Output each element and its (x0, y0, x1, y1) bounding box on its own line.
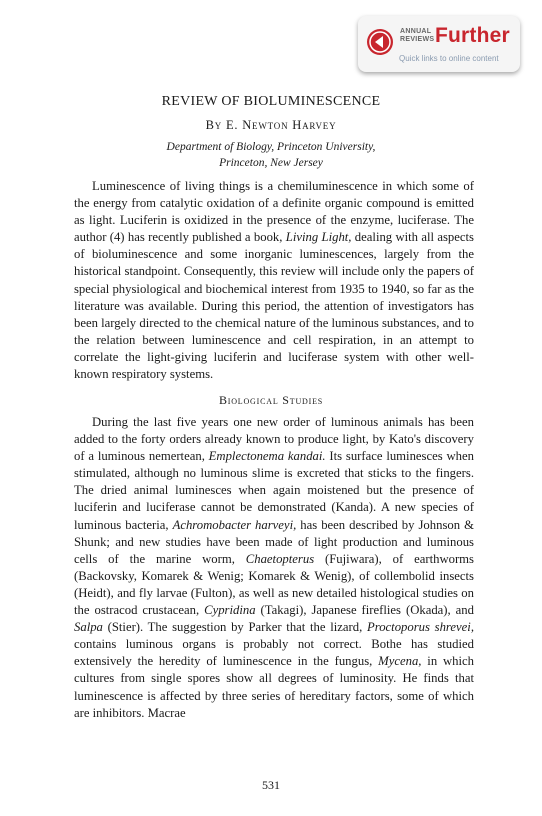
article-title: REVIEW OF BIOLUMINESCENCE (161, 94, 381, 109)
section-heading: Biological Studies (218, 393, 324, 407)
intro-paragraph: Luminescence of living things is a chemiluminescence in which some of the energy from catalytic oxidation of a definite organic compound is emitted as light. Luciferin is oxidized in the presence of the enzyme, luciferase. The author (4) has recently published a book, Living Light, dealing with all aspects of bioluminescence and some inorganic luminescences, largely from the historical standpoint. Consequently, this review will include only the papers of special physiological and biochemical interest from 1935 to 1940, so far as the literature was available. During this period, the attention of investigators has been largely directed to the chemical nature of the luminous substances, and to the relation between luminescence and cell respiration, in an attempt to correlate the light-giving luciferin and luciferase system with other well-known respiratory systems. (74, 179, 474, 382)
author-affiliation: Department of Biology, Princeton University, Princeton, New Jersey (166, 141, 376, 169)
further-links-badge[interactable] (358, 16, 520, 72)
badge-title: Further (435, 24, 510, 47)
publisher-logo: ANNUAL REVIEWS (400, 28, 435, 43)
badge-subtitle: Quick links to online content (399, 54, 499, 63)
biological-studies-paragraph: During the last five years one new order of luminous animals has been added to the forty orders already known to produce light, by Kato's discovery of a luminous nemertean, Emplectonema kandai. Its surface luminesces when stimulated, although no luminous slime is excreted that sticks to the fingers. The dried animal luminesces when again moistened but the presence of luciferin and luciferase cannot be demonstrated (Kanda). A new species of luminous bacteria, Achromobacter harveyi, has been described by Johnson & Shunk; and new studies have been made of light production and luminous cells of the marine worm, Chaetopterus (Fujiwara), of earthworms (Backovsky, Komarek & Wenig; Komarek & Wenig), of collembolid insects (Heidt), and fly larvae (Fulton), as well as new detailed histological studies on the ostracod crustacean, Cypridina (Takagi), Japanese fireflies (Okada), and Salpa (Stier). The suggestion by Parker that the lizard, Proctoporus shrevei, contains luminous organs is probably not correct. Bothe has studied extensively the heredity of luminescence in the fungus, Mycena, in which cultures from single spores show all degrees of luminosity. He finds that luminescence is affected by three series of hereditary factors, some of which are inhibitors. Macrae (74, 415, 474, 720)
page-number: 531 (262, 778, 280, 792)
article-author: By E. Newton Harvey (205, 118, 337, 132)
back-arrow-icon (367, 29, 393, 55)
